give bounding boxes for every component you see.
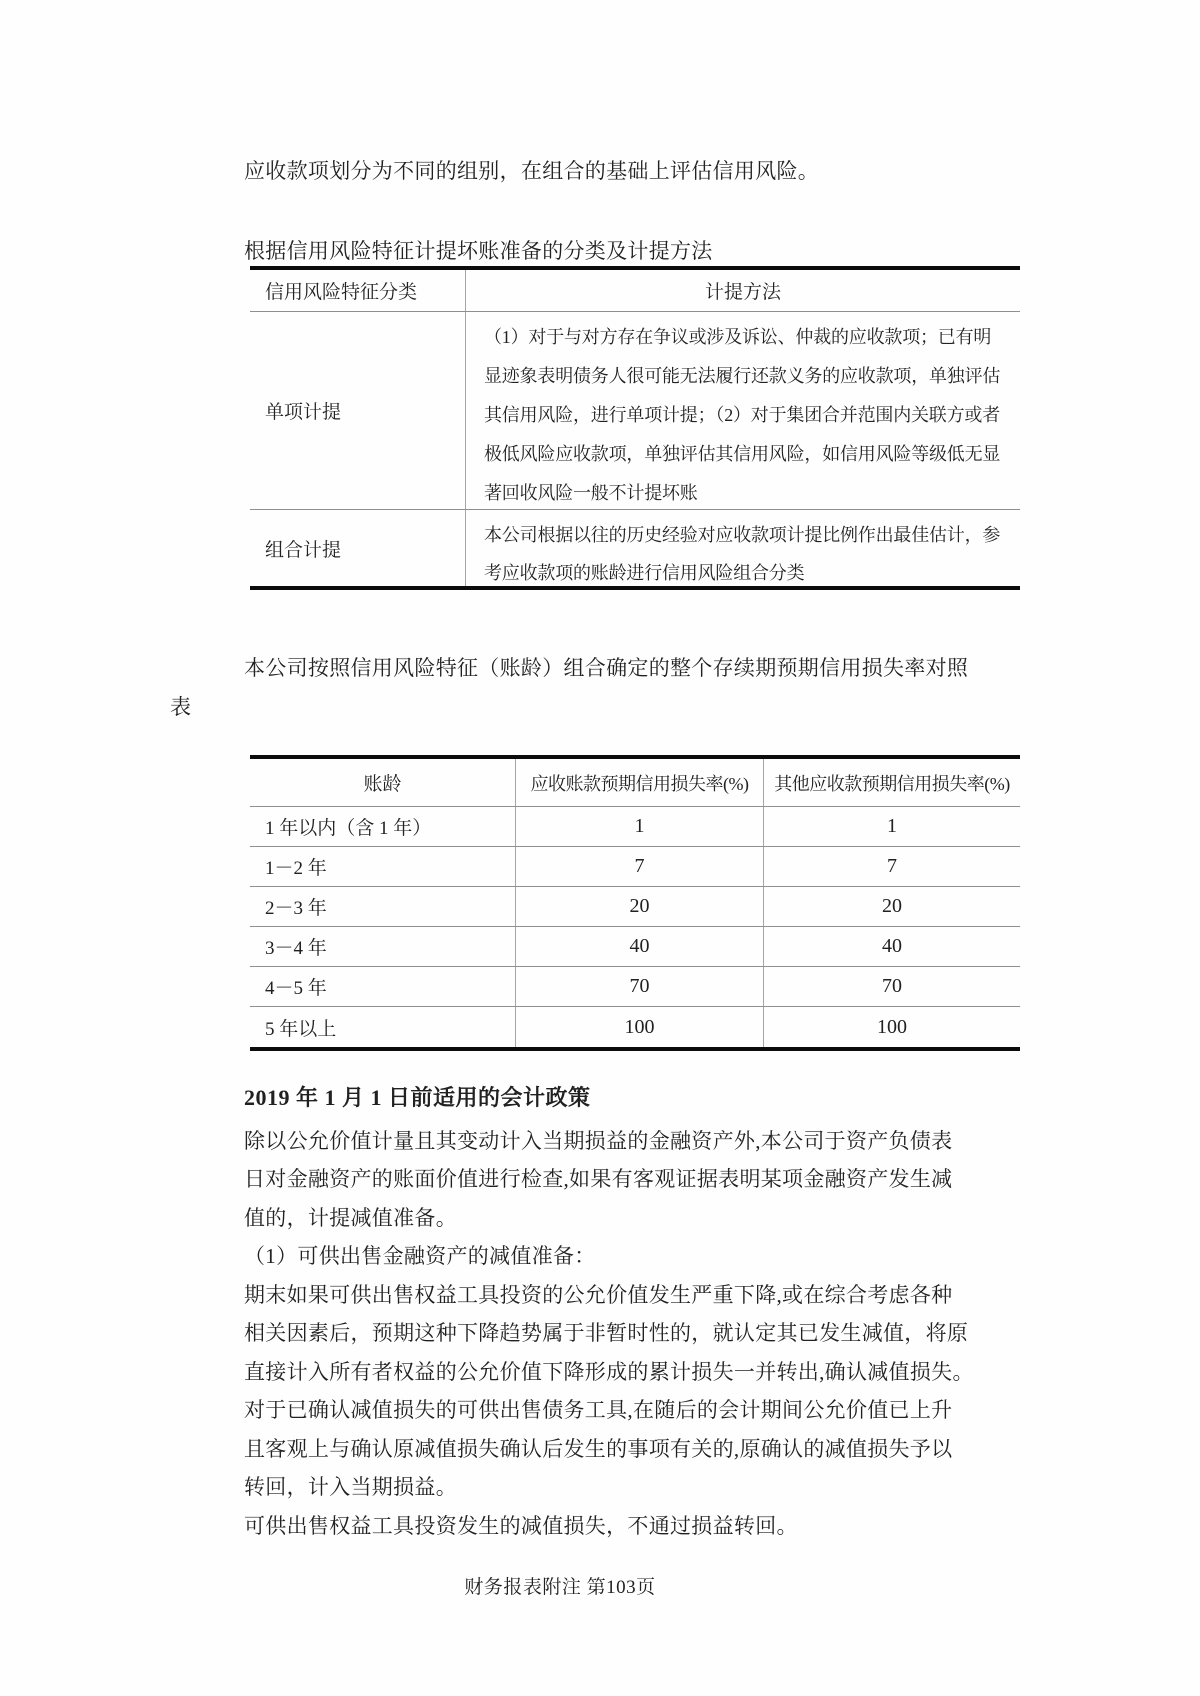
table-row-individual-provision — [250, 312, 1020, 510]
table-row-aging-0-1 — [250, 807, 1020, 847]
ecl-table-header-row — [250, 759, 1020, 807]
ecl-rate-table — [250, 755, 1020, 1051]
table-row-aging-4-5 — [250, 967, 1020, 1007]
cell-category: 组合计提 — [265, 539, 342, 561]
method-line: 极低风险应收款项，单独评估其信用风险，如信用风险等级低无显 — [484, 444, 1001, 464]
table-row-aging-over-5 — [250, 1007, 1020, 1047]
cell-other-receivables-rate: 1 — [763, 807, 1020, 846]
cell-aging: 5 年以上 — [265, 1018, 337, 1040]
policy-line: 值的，计提减值准备。 — [244, 1206, 457, 1230]
cell-receivables-rate: 1 — [515, 807, 763, 846]
policy-line: （1）可供出售金融资产的减值准备： — [244, 1244, 596, 1268]
cell-other-receivables-rate: 70 — [763, 967, 1020, 1006]
policy-line: 日对金融资产的账面价值进行检查,如果有客观证据表明某项金融资产发生减 — [244, 1167, 953, 1191]
policy-line: 可供出售权益工具投资发生的减值损失，不通过损益转回。 — [244, 1514, 798, 1538]
table-row-aging-1-2 — [250, 847, 1020, 887]
policy-section-heading: 2019 年 1 月 1 日前适用的会计政策 — [244, 1085, 591, 1110]
method-line: （1）对于与对方存在争议或涉及诉讼、仲裁的应收款项；已有明 — [484, 327, 992, 347]
policy-line: 除以公允价值计量且其变动计入当期损益的金融资产外,本公司于资产负债表 — [244, 1129, 953, 1153]
method-line: 本公司根据以往的历史经验对应收款项计提比例作出最佳估计，参 — [484, 525, 1001, 545]
policy-line: 直接计入所有者权益的公允价值下降形成的累计损失一并转出,确认减值损失。 — [244, 1360, 974, 1384]
header-cell-risk-category: 信用风险特征分类 — [265, 282, 418, 303]
table-row-aging-3-4 — [250, 927, 1020, 967]
cell-receivables-rate: 7 — [515, 847, 763, 886]
policy-line: 且客观上与确认原减值损失确认后发生的事项有关的,原确认的减值损失予以 — [244, 1437, 953, 1461]
header-cell-other-receivables-ecl: 其他应收款预期信用损失率(%) — [763, 759, 1020, 806]
cell-method — [465, 510, 1020, 586]
method-line: 其信用风险，进行单项计提；（2）对于集团合并范围内关联方或者 — [484, 405, 1000, 425]
cell-other-receivables-rate: 40 — [763, 927, 1020, 966]
cell-other-receivables-rate: 100 — [763, 1007, 1020, 1047]
classification-table-title: 根据信用风险特征计提坏账准备的分类及计提方法 — [244, 239, 713, 263]
cell-other-receivables-rate: 20 — [763, 887, 1020, 926]
cell-aging: 2－3 年 — [265, 898, 327, 919]
ecl-paragraph-line1: 本公司按照信用风险特征（账龄）组合确定的整个存续期预期信用损失率对照 — [244, 656, 969, 680]
classification-table-header-row — [250, 270, 1020, 312]
classification-table — [250, 266, 1020, 590]
cell-aging: 4－5 年 — [265, 978, 327, 999]
policy-line: 期末如果可供出售权益工具投资的公允价值发生严重下降,或在综合考虑各种 — [244, 1283, 953, 1307]
ecl-paragraph-line2: 表 — [170, 695, 192, 719]
policy-line: 转回，计入当期损益。 — [244, 1475, 457, 1499]
table-row-aging-2-3 — [250, 887, 1020, 927]
intro-paragraph: 应收款项划分为不同的组别，在组合的基础上评估信用风险。 — [244, 159, 820, 183]
cell-aging: 1 年以内（含 1 年） — [265, 818, 432, 839]
policy-line: 对于已确认减值损失的可供出售债务工具,在随后的会计期间公允价值已上升 — [244, 1398, 953, 1422]
policy-line: 相关因素后，预期这种下降趋势属于非暂时性的，就认定其已发生减值，将原 — [244, 1321, 969, 1345]
method-line: 考应收款项的账龄进行信用风险组合分类 — [484, 563, 805, 583]
header-cell-receivables-ecl: 应收账款预期信用损失率(%) — [515, 759, 763, 806]
cell-receivables-rate: 40 — [515, 927, 763, 966]
page-footer: 财务报表附注 第103页 — [464, 1577, 656, 1598]
cell-aging: 3－4 年 — [265, 938, 327, 959]
cell-receivables-rate: 20 — [515, 887, 763, 926]
header-cell-aging: 账龄 — [363, 774, 402, 795]
header-cell-method: 计提方法 — [465, 270, 1020, 311]
method-line: 著回收风险一般不计提坏账 — [484, 483, 698, 503]
cell-receivables-rate: 70 — [515, 967, 763, 1006]
table-row-portfolio-provision — [250, 510, 1020, 586]
cell-method — [465, 312, 1020, 509]
cell-receivables-rate: 100 — [515, 1007, 763, 1047]
cell-category: 单项计提 — [265, 402, 342, 423]
cell-other-receivables-rate: 7 — [763, 847, 1020, 886]
cell-aging: 1－2 年 — [265, 858, 327, 879]
method-line: 显迹象表明债务人很可能无法履行还款义务的应收款项，单独评估 — [484, 366, 1001, 386]
